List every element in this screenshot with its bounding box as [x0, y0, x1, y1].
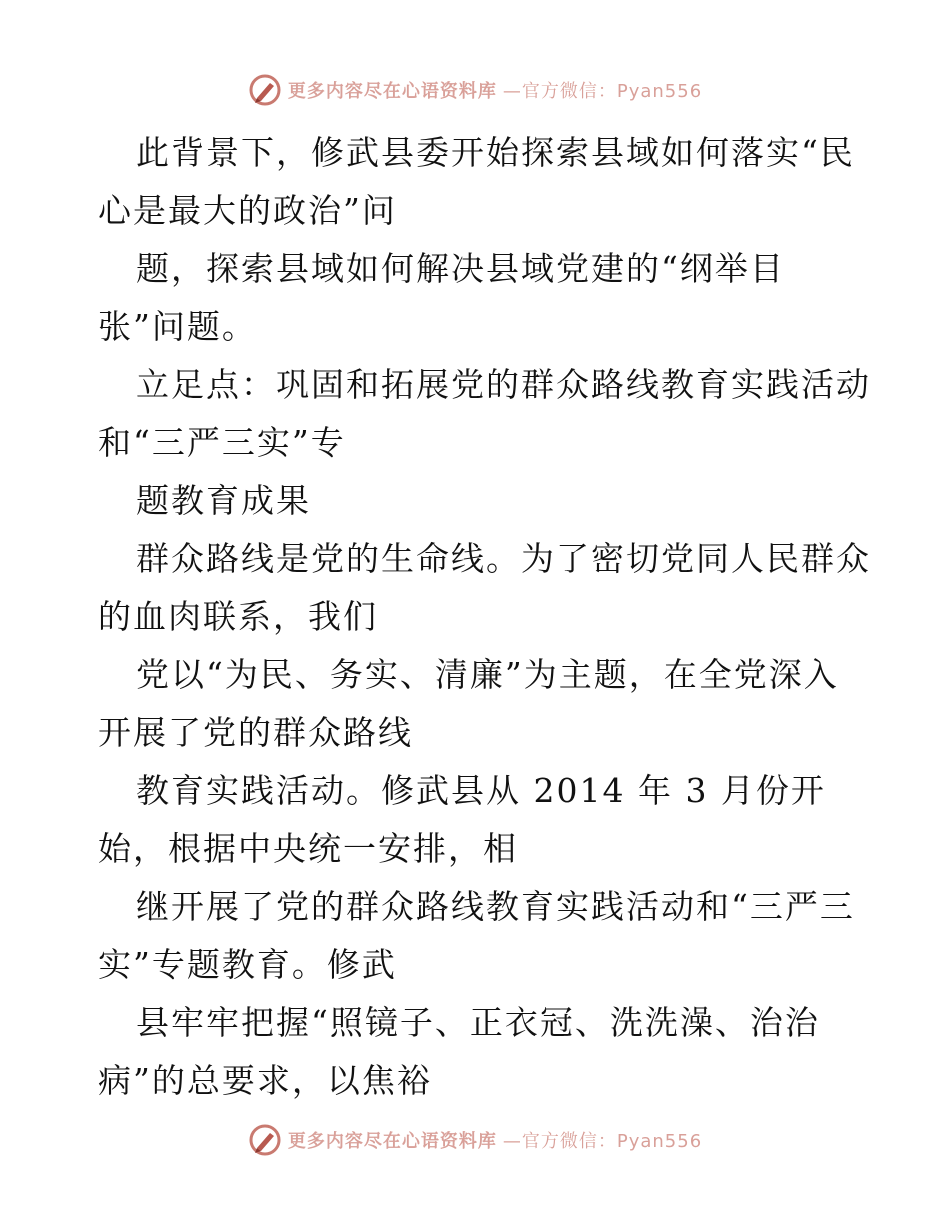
text-line: 张”问题。: [98, 307, 257, 346]
text-line: 病”的总要求，以焦裕: [98, 1061, 432, 1100]
pen-logo-icon: [248, 1123, 282, 1157]
watermark-main-text: 更多内容尽在心语资料库: [287, 81, 497, 102]
text-line: 党以“为民、务实、清廉”为主题，在全党深入: [136, 655, 839, 694]
text-line: 县牢牢把握“照镜子、正衣冠、洗洗澡、治治: [136, 1003, 820, 1042]
text-line: 题教育成果: [136, 481, 311, 520]
watermark-wechat-text: —官方微信：Pyan556: [502, 1131, 703, 1152]
text-line: 心是最大的政治”问: [98, 191, 397, 230]
watermark-group: [248, 73, 702, 107]
watermark-main-text: 更多内容尽在心语资料库: [287, 1131, 497, 1152]
text-line: 立足点：巩固和拓展党的群众路线教育实践活动: [136, 365, 871, 404]
document-body: [98, 124, 871, 1110]
footer-watermark: [0, 1120, 950, 1160]
header-watermark: [0, 70, 950, 110]
text-line: 继开展了党的群众路线教育实践活动和“三严三: [136, 887, 855, 926]
text-line: 和“三严三实”专: [98, 423, 346, 462]
text-line: 开展了党的群众路线: [98, 713, 413, 752]
text-line: 教育实践活动。修武县从 2014 年 3 月份开: [136, 771, 826, 810]
text-line: 始，根据中央统一安排，相: [98, 829, 518, 868]
text-line: 实”专题教育。修武: [98, 945, 397, 984]
text-line: 此背景下，修武县委开始探索县域如何落实“民: [136, 133, 855, 172]
watermark-wechat-text: —官方微信：Pyan556: [502, 81, 703, 102]
text-line: 的血肉联系，我们: [98, 597, 378, 636]
text-line: 群众路线是党的生命线。为了密切党同人民群众: [136, 539, 871, 578]
text-line: 题，探索县域如何解决县域党建的“纲举目: [136, 249, 785, 288]
watermark-group: [248, 1123, 702, 1157]
pen-logo-icon: [248, 73, 282, 107]
